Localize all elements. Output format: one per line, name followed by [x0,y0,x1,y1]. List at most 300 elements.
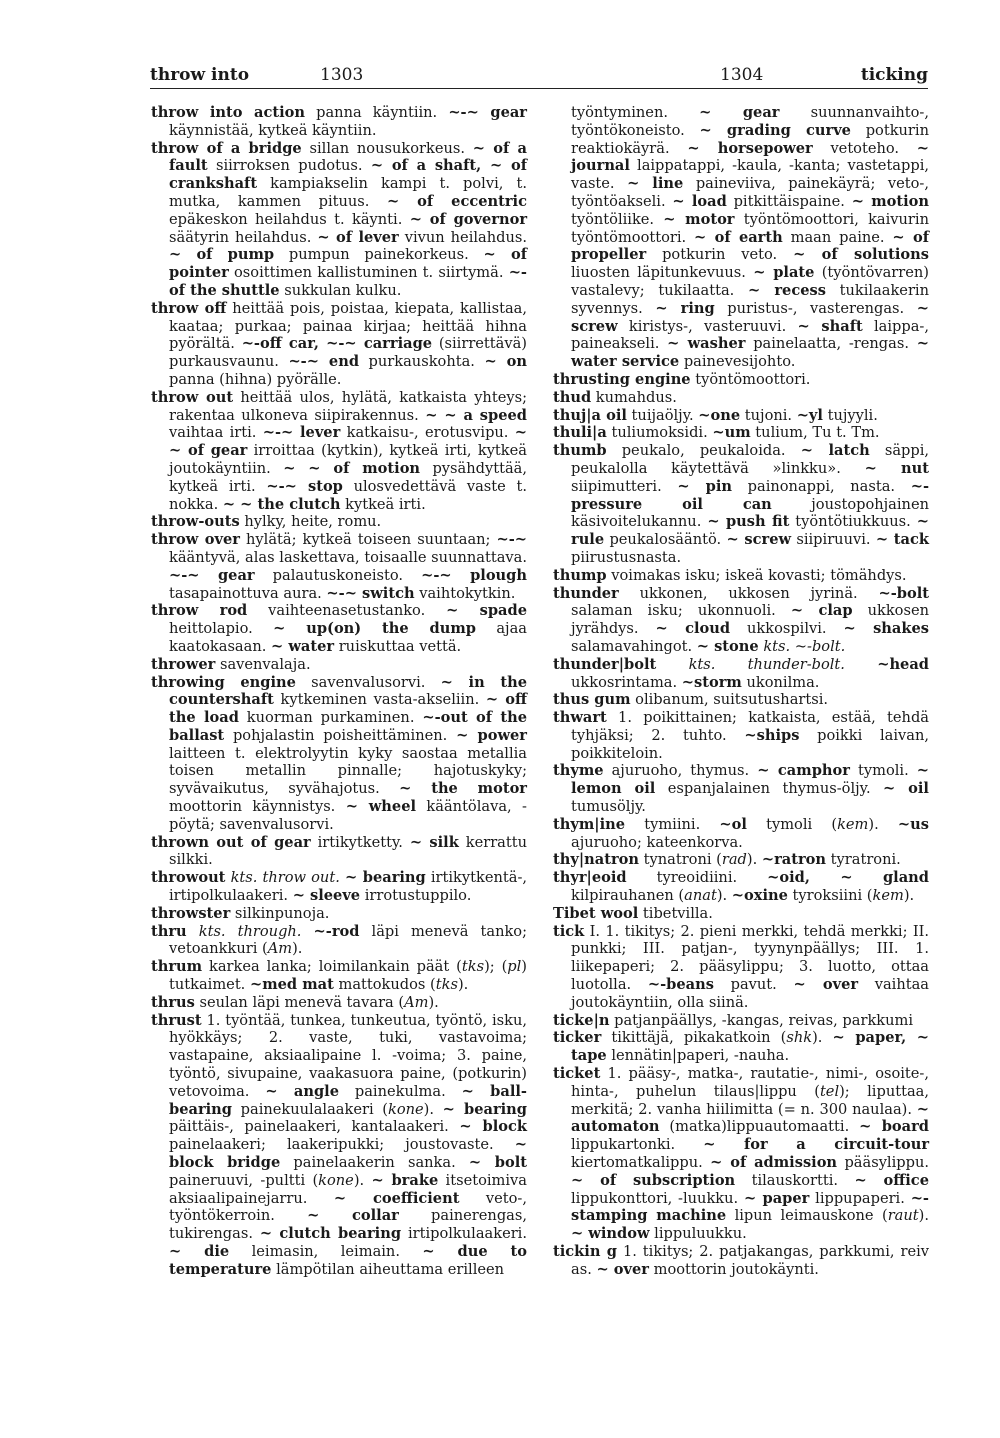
dictionary-entry [553,371,929,389]
entry-term: ~one [698,406,741,424]
entry-term: ~ up(on) the dump [273,620,476,638]
entry-term: ~ tack [875,531,929,549]
entry-term: ~ of a fault [169,139,527,175]
entry-term: ~ pin [677,477,733,495]
entry-definition: epäkeskon heilahdus t. käynti. [169,210,410,228]
entry-definition: kytkeä irti. [340,495,426,513]
entry-definition: ). [292,940,303,958]
entry-term: ~ plate [753,264,815,282]
entry-definition: seulan läpi menevä tavara ( [194,993,405,1011]
entry-reference: tel [819,1082,840,1100]
entry-definition: potkurin veto. [646,246,794,264]
entry-term: ~ push fit [707,513,790,531]
entry-definition: ajuruoho, thymus. [603,762,758,780]
dictionary-entry [553,656,929,692]
entry-term: ticke|n [553,1011,610,1029]
entry-term: ~ of lever [317,228,399,246]
entry-term: ~ water [271,637,335,655]
entry-definition: ). [868,815,898,833]
entry-term: thru [151,922,187,940]
entry-definition: potkurin reaktiokäyrä. [571,121,929,157]
entry-term: throw over [151,531,240,549]
right-page-number: 1304 [720,65,764,85]
entry-term: ~ grading curve [699,121,851,139]
entry-term: ~ motor [663,210,735,228]
entry-definition: tuliumoksidi. [606,424,713,442]
entry-definition: kiristys-, vasteruuvi. [617,317,798,335]
entry-definition: irrotustuppilo. [360,887,472,905]
entry-term: ~ of a shaft, ~ of crankshaft [169,157,527,193]
entry-term: ~ coefficient [333,1189,460,1207]
entry-term: ~um [712,424,751,442]
entry-term: ~ lemon oil [571,762,929,798]
entry-term: ~ sleeve [292,887,361,905]
entry-term: ~ of pointer [169,246,528,282]
dictionary-entry [553,762,929,815]
entry-definition: sukkulan kulku. [279,281,402,299]
entry-definition: säppi, peukalolla käytettävä »linkku». [571,442,930,477]
dictionary-entry [151,513,527,531]
entry-term: ~-~ gear [169,566,255,584]
entry-definition: irtikytkentä-, irtipolkulaakeri. [169,869,528,905]
entry-term: ~ of eccentric [386,192,527,210]
dictionary-entry [553,1029,929,1065]
entry-term: thrum [151,958,203,976]
entry-definition: kilpirauhanen ( [571,887,685,905]
entry-term: ~ ring [655,299,715,317]
dictionary-entry [151,674,527,834]
entry-term: ~ of pump [169,246,275,264]
dictionary-entry [151,834,527,870]
entry-definition: voimakas isku; iskeä kovasti; tömähdys. [606,566,907,584]
entry-term: thyme [553,762,604,780]
entry-definition: lippukonttori, -luukku. [571,1189,744,1207]
entry-term: ~ in the countershaft [169,673,527,709]
entry-term: Tibet wool [553,904,639,922]
entry-definition: kampiakselin kampi t. polvi, t. mutka, kammen pituus. [169,175,527,210]
entry-definition: lippuluukku. [649,1225,747,1243]
entry-definition: irtipolkulaakeri. [401,1225,527,1243]
entry-definition: työntömoottori, kaivurin työntömoottori. [571,210,929,246]
dictionary-entry [151,958,527,994]
entry-term: ~ horsepower [687,139,813,157]
entry-term: thuj|a oil [553,406,627,424]
entry-term: ~-bolt [878,584,929,602]
entry-term: throwster [151,904,231,922]
entry-term: ~ angle [265,1082,339,1100]
entry-definition: työntöliike. [571,210,664,228]
left-column [151,104,527,1279]
entry-term: ~oxine [731,887,788,905]
entry-reference: kone [387,1100,424,1118]
entry-term: thunder|bolt [553,655,657,673]
entry-term: ~ on [484,353,527,371]
dictionary-entry [553,869,929,905]
entry-term: thrower [151,655,216,673]
entry-term: ~ screw [726,531,792,549]
page-header [150,62,928,89]
entry-term: tickin g [553,1243,618,1260]
dictionary-entry [151,300,527,389]
entry-term: ~ line [627,175,684,193]
entry-term: ~ due to temperature [169,1243,528,1278]
entry-term: ~storm [681,673,742,691]
entry-term: ~ of governor [409,210,528,228]
entry-term: ~us [897,815,929,833]
entry-definition: leimasin, leimain. [229,1243,423,1260]
entry-definition: heittää pois, poistaa, kiepata, kallistaa, kaataa; purkaa; painaa kirjaa; heittää hihna pyörältä. [169,299,527,353]
entry-definition: ); liputtaa, merkitä; 2. vanha hiilimitta (= n. 300 naulaa). [571,1082,929,1118]
entry-term: ~ journal [571,139,929,175]
entry-term: throwing engine [151,673,296,691]
entry-reference: tks [435,976,458,994]
entry-definition: moottorin käynnistys. [169,798,346,816]
entry-term: ~ nut [864,459,929,477]
dictionary-entry [553,407,929,425]
entry-definition: pavut. [713,976,794,994]
entry-term: ~ screw [571,299,929,335]
entry-definition: vaihteenasetustanko. [247,602,447,620]
entry-term: ~-~ stop [266,477,343,495]
entry-definition: ). [812,1029,833,1047]
entry-definition: peukalo, peukaloida. [606,442,801,460]
entry-definition: 1. poikittainen; katkaista, estää, tehdä tyhjäksi; 2. tuhto. [571,709,929,744]
entry-definition: vivun heilahdus. [398,228,527,246]
entry-definition: silkinpunoja. [230,904,330,922]
entry-term: ~ gear [699,104,780,121]
entry-reference: kts. through. [198,922,302,940]
entry-definition: tyratroni. [826,851,901,869]
entry-term: ~-off car, ~-~ carriage [241,335,433,353]
right-column [553,104,929,1279]
entry-definition: osoittimen kallistuminen t. siirtymä. [228,264,509,282]
entry-definition: hylätä; kytkeä toiseen suuntaan; [240,531,497,549]
entry-term: ~-beans [647,976,714,994]
dictionary-entry [553,709,929,762]
entry-definition: savenvalusorvi. [295,673,441,691]
entry-definition: pääsylippu. [837,1154,929,1172]
entry-definition: vaihtokytkin. [414,584,516,602]
dictionary-entry [151,869,527,905]
dictionary-entry [553,442,929,567]
dictionary-entry [553,389,929,407]
dictionary-entry [553,567,929,585]
dictionary-entry [151,531,527,602]
entry-definition: itsetoimiva aksiaalipainejarru. [169,1171,527,1207]
entry-definition: patjanpäällys, -kangas, reivas, parkkumi [609,1011,914,1029]
entry-term: ~ shakes [843,620,929,638]
entry-reference: tks [461,958,485,976]
entry-term: ~-~ switch [326,584,415,602]
entry-definition: pohjalastin poisheittäminen. [224,726,457,744]
entry-definition: puristus-, vasterengas. [714,299,917,317]
entry-definition: panna (hihna) pyörälle. [169,370,342,388]
entry-definition: pumpun painekorkeus. [274,246,484,264]
entry-reference: kts. throw out. [230,869,340,887]
entry-definition: ). [903,887,915,905]
entry-definition: panna käyntiin. [305,104,449,121]
entry-term: throwout [151,869,226,887]
entry-definition: ukkosen jyrähdys. [571,602,929,638]
entry-term: ~ for a circuit-tour [703,1136,930,1154]
entry-definition: tikittäjä, pikakatkoin ( [601,1029,787,1047]
entry-definition: painonappi, nasta. [732,477,911,495]
entry-definition: tulium, Tu t. Tm. [750,424,880,442]
dictionary-entry [151,905,527,923]
entry-definition: poikki laivan, poikkiteloin. [571,726,929,762]
dictionary-entry [553,691,929,709]
entry-definition: joustopohjainen käsivoitelukannu. [571,495,929,531]
entry-definition: lippukartonki. [571,1136,704,1154]
entry-definition: piirustusnasta. [571,548,682,566]
entry-definition: vetoteho. [812,139,917,157]
entry-definition: ). [716,887,732,905]
entry-term: ~-pressure oil can [571,477,930,513]
entry-term: ~ ball-bearing [169,1082,527,1118]
entry-term: thrus [151,993,195,1011]
entry-term: thus gum [553,691,631,709]
dictionary-entry [553,1012,929,1030]
entry-reference: pl [507,958,522,976]
entry-definition: vaihtaa joutokäyntiin, olla siinä. [571,976,930,1011]
entry-definition: 1. pääsy-, matka-, rautatie-, nimi-, osoite-, hinta-, puhelun tilaus|lippu ( [571,1065,929,1100]
entry-definition: tujyyli. [822,406,878,424]
entry-reference: raut [887,1207,919,1225]
entry-definition: kytkeminen vasta-akseliin. [273,691,486,709]
entry-definition: hylky, heite, romu. [239,513,382,531]
dictionary-entry [151,602,527,655]
entry-reference: kts. thunder-bolt. [688,655,845,673]
entry-definition [845,656,877,673]
dictionary-entry [151,1012,527,1279]
entry-definition: katkaisu-, erotusvipu. [340,424,515,442]
dictionary-entry [151,656,527,674]
entry-term: ~ motion [851,192,929,210]
entry-definition: heittää ulos, hylätä, katkaista yhteys; rakentaa ulkoneva siipirakennus. [169,388,527,424]
entry-definition: (siirrettävä) purkausvaunu. [169,335,527,371]
entry-definition: ). [746,851,762,869]
entry-definition: ). [428,993,439,1011]
entry-definition: mattokudos ( [333,976,436,994]
entry-term: ~ of solutions [793,246,929,264]
entry-term: ~ off the load [169,691,527,727]
entry-term: thrust [151,1011,202,1029]
entry-definition: lennätin|paperi, -nauha. [606,1047,790,1065]
entry-definition: karkea lanka; loimilankain päät ( [202,958,462,976]
entry-term: ~ bearing [442,1100,527,1118]
entry-term: ~ shaft [797,317,863,335]
dictionary-entry [553,905,929,923]
dictionary-entry [553,816,929,852]
entry-term: ~ paper, ~ tape [571,1029,929,1065]
entry-definition: painerengas, tukirengas. [169,1207,527,1243]
entry-definition: pitkittäispaine. [726,192,852,210]
dictionary-entry [151,994,527,1012]
entry-definition: ajuruoho; kateenkorva. [571,833,743,851]
entry-definition [301,923,313,940]
entry-definition: peukalosääntö. [604,531,727,549]
entry-term: ~ clutch bearing [259,1225,402,1243]
entry-term: throw into action [151,104,306,121]
entry-term: ~ ~ a speed [425,406,527,424]
entry-definition: ). [353,1171,372,1189]
entry-term: ~ office [854,1171,929,1189]
entry-definition: salaman isku; ukonnuoli. [571,602,791,620]
entry-term: ~-out of the ballast [169,709,528,744]
entry-term: ~ automaton [571,1100,929,1136]
left-page-number: 1303 [320,65,364,85]
entry-definition: suunnanvaihto-, työntökoneisto. [571,104,929,139]
entry-term: ~ of subscription [571,1171,736,1189]
entry-definition: painevesijohto. [679,353,796,371]
dictionary-entry [151,389,527,514]
entry-definition: tibetvilla. [638,904,713,922]
entry-term: thrusting engine [553,370,691,388]
entry-term: thud [553,388,592,406]
entry-definition: ruiskuttaa vettä. [334,637,462,655]
entry-term: thuli|a [553,424,607,442]
entry-definition: maan paine. [782,228,893,246]
entry-term: ~ships [744,726,800,744]
entry-definition: lipun leimauskone ( [726,1207,888,1225]
entry-term: ~ silk [409,833,459,851]
entry-term: ~-rod [313,922,360,940]
entry-definition: tymoli ( [746,815,838,833]
entry-term: ~med mat [249,976,334,994]
entry-term: ~ block [459,1118,527,1136]
entry-definition: irtikytketty. [310,833,410,851]
entry-definition: espanjalainen thymus-öljy. [655,780,884,798]
entry-definition: tilauskortti. [735,1171,855,1189]
entry-definition: ). [918,1207,929,1225]
entry-definition: tukilaakerin syvennys. [571,281,929,317]
entry-term: ~head [877,655,930,673]
entry-definition: kiertomatkalippu. [571,1154,711,1172]
entry-definition: tasapainottuva aura. [169,584,327,602]
entry-term: ~ratron [761,851,827,869]
entry-term: thrown out of gear [151,833,311,851]
entry-term: ~ bolt [468,1154,527,1172]
entry-definition: kuorman purkaminen. [238,709,423,727]
entry-reference: Am [404,993,429,1011]
entry-term: ~ latch [800,442,870,460]
entry-term: ~ stone [696,637,759,655]
entry-term: ~-~ plough [421,566,527,584]
entry-definition: tujoni. [740,406,797,424]
entry-definition: 1. tikitys; 2. patjakangas, parkkumi, reiv as. [571,1243,929,1278]
entry-definition: I. 1. tikitys; 2. pieni merkki, tehdä merkki; II. punkki; III. patjan-, tyynynpäällys; III. 1. liikepaperi; 2. pääsylippu; 3. luotto, ottaa luotolla. [571,922,929,994]
entry-definition: siirroksen pudotus. [207,157,371,175]
entry-term: thunder [553,584,619,602]
entry-term: throw of a bridge [151,139,302,157]
entry-term: ~ oil [883,780,929,798]
entry-definition: olibanum, suitsutushartsi. [630,691,829,709]
entry-term: ~oid, ~ gland [767,869,929,887]
entry-term: ~ block bridge [169,1136,527,1172]
entry-definition: moottorin joutokäynti. [648,1260,819,1278]
entry-definition [187,923,199,940]
entry-definition: läpi menevä tanko; vetoankkuri ( [169,922,528,958]
entry-term: ~-stamping machine [571,1189,929,1225]
entry-term: ~ rule [571,513,929,549]
entry-definition: ) tutkaimet. [169,958,527,994]
entry-term: throw off [151,299,227,317]
entry-term: ~ clap [790,602,853,620]
entry-definition: laitteen t. elektrolyytin kyky saostaa metallia toisen metallin pinnalle; hajotuskyky; syvävaikutus, syvähajotus. [169,744,527,798]
entry-term: ~ power [456,726,527,744]
entry-definition: päittäis-, painelaakeri, kantalaakeri. [169,1118,460,1136]
entry-definition: tymiini. [625,815,720,833]
dictionary-entry [553,424,929,442]
entry-definition: heittolapio. [169,620,274,638]
entry-definition: painelaakerin sanka. [280,1154,469,1172]
entry-term: ~-~ lever [262,424,341,442]
entry-definition: ). [457,976,469,994]
entry-definition [656,656,688,673]
entry-reference: kone [318,1171,354,1189]
entry-term: ~ bearing [344,869,426,887]
entry-definition: ajaa kaatokasaan. [169,620,527,655]
entry-term: thump [553,566,607,584]
dictionary-entry [553,851,929,869]
entry-term: ~yl [796,406,823,424]
entry-definition: ); ( [484,958,508,976]
entry-term: thumb [553,442,607,460]
entry-definition: painekulma. [338,1082,462,1100]
entry-definition: kumahdus. [591,388,677,406]
dictionary-entry [553,104,929,371]
entry-definition: siipimutteri. [571,477,678,495]
entry-definition: tyroksiini ( [787,887,873,905]
entry-term: ~ of admission [710,1154,838,1172]
dictionary-entry [553,1243,929,1279]
entry-term: ~ washer [667,335,746,353]
entry-term: ~ collar [307,1207,399,1225]
dictionary-entry [553,1065,929,1243]
entry-definition: kääntyvä, alas laskettava, toisaalle suunnattava. [169,548,527,566]
entry-definition: liuosten läpitunkevuus. [571,264,754,282]
entry-definition: tymoli. [849,762,917,780]
entry-term: ~ ~ of gear [169,424,527,460]
entry-reference: anat [684,887,717,905]
entry-term: ~ board [859,1118,929,1136]
entry-term: ticket [553,1065,601,1083]
entry-definition: kääntölava, -pöytä; savenvalusorvi. [169,798,527,833]
entry-term: ~ window [571,1225,650,1243]
entry-term: throw-outs [151,513,240,531]
entry-term: thy|natron [553,851,639,869]
entry-term: ~ load [672,192,727,210]
entry-definition: painelaakeri; laakeripukki; joustovaste. [169,1136,515,1154]
entry-reference: shk [786,1029,813,1047]
entry-term: ~ camphor [757,762,850,780]
entry-term: tick [553,922,585,940]
entry-term: ~-~ end [288,353,360,371]
entry-definition: 1. työntää, tunkea, tunkeutua, työntö, isku, hyökkäys; 2. vaste, tuki, vastavoima; vastapaine, aksiaalipaine l. -voima; 3. paine, työntö, sivupaine, vaakasuora paine, (potkurin) vetovoima. [169,1011,527,1100]
entry-reference: kem [872,887,904,905]
dictionary-entry [151,923,527,959]
entry-term: thwart [553,709,607,727]
entry-term: ~ water service [571,335,929,371]
entry-definition: paineviiva, painekäyrä; veto-, työntöakseli. [571,175,930,210]
entry-definition: siipiruuvi. [791,531,876,549]
entry-definition: lippupaperi. [809,1189,911,1207]
entry-definition: tynatroni ( [638,851,722,869]
entry-definition: purkauskohta. [359,353,485,371]
entry-definition: lämpötilan aiheuttama erilleen [271,1260,505,1278]
entry-definition: käynnistää, kytkeä käyntiin. [169,121,377,139]
entry-term: throw rod [151,602,248,620]
